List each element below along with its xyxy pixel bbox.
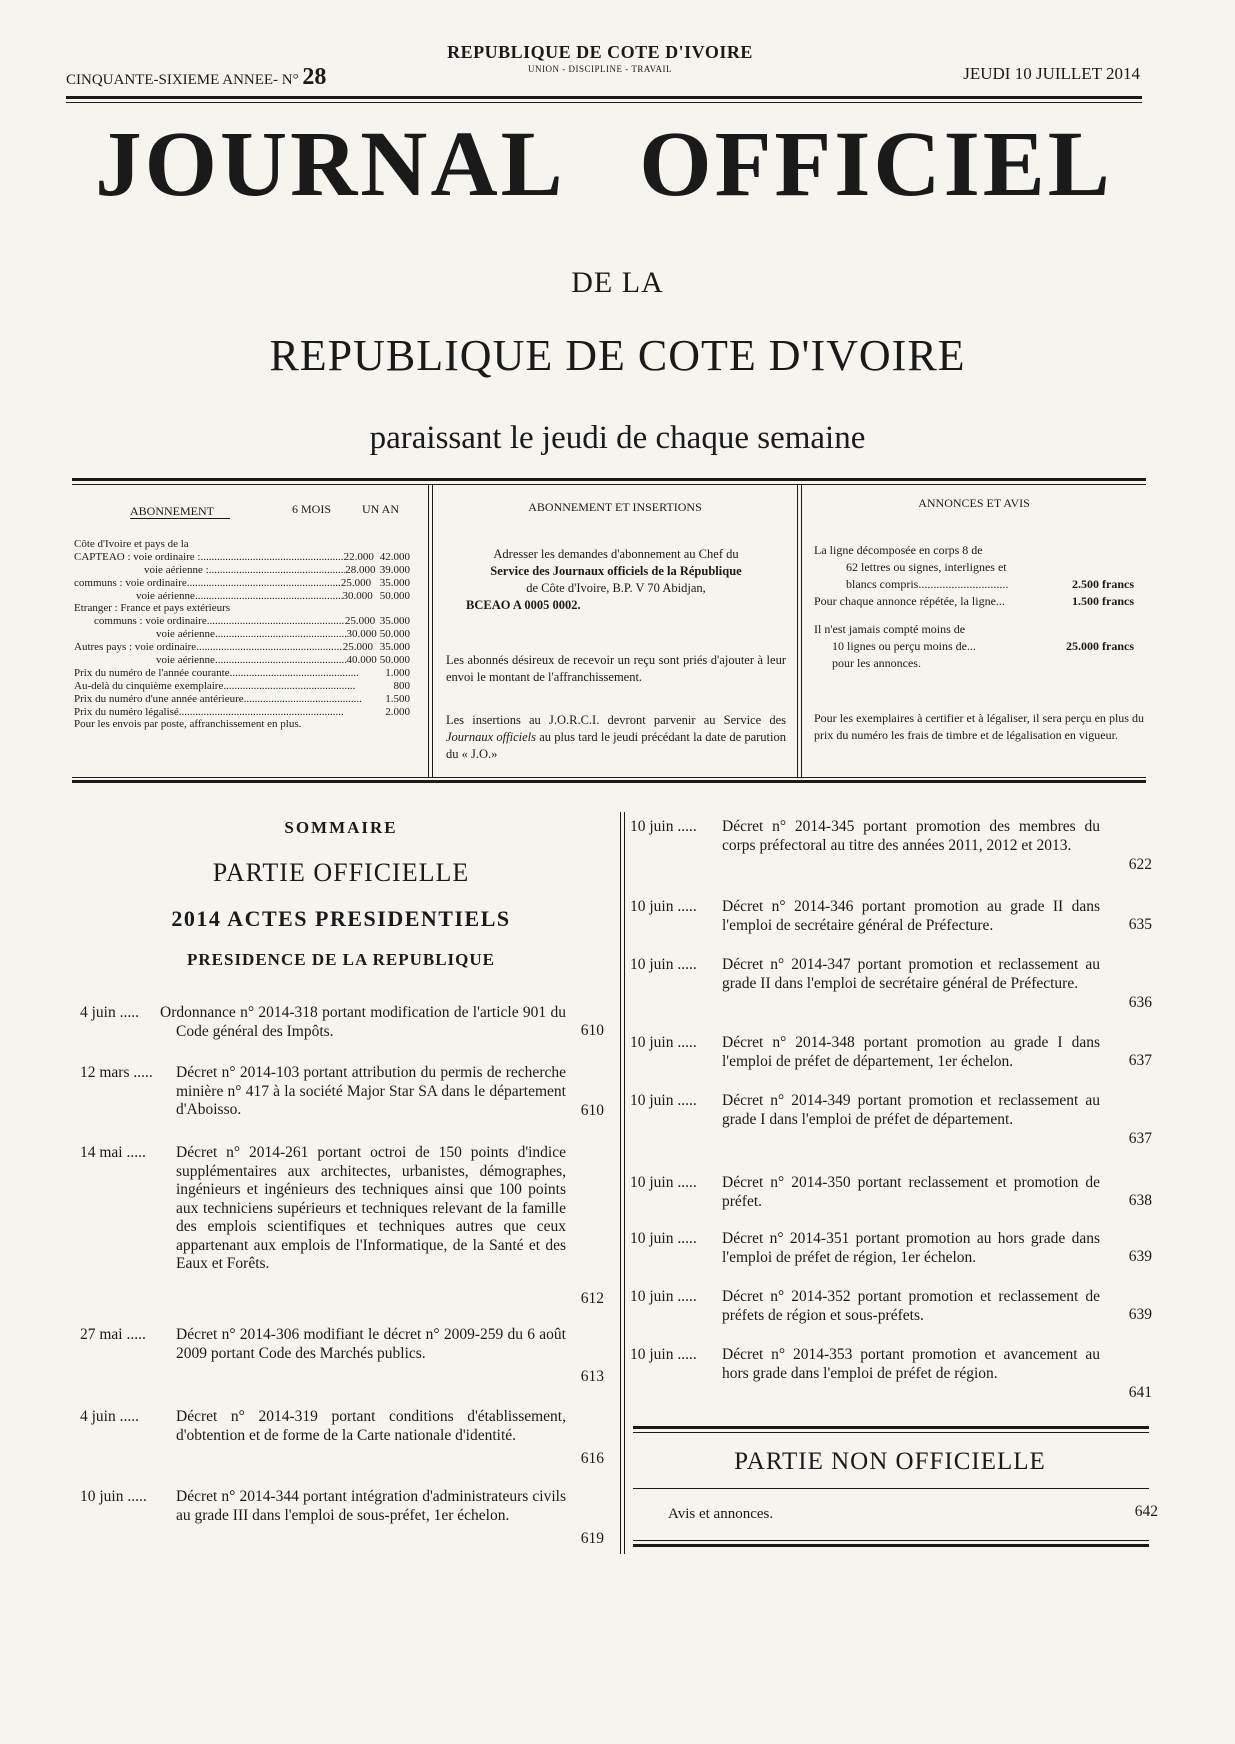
entry-text: Décret n° 2014-349 portant promotion et reclassement au grade I dans l'emploi de préfet de département. [722,1092,1100,1128]
abonnement-title-rule [130,518,230,519]
column-divider-b [624,812,625,1554]
tarif-table [74,538,410,731]
entry-date: 10 juin ..... [630,1092,697,1109]
insertions-delai-a: Les insertions au J.O.R.C.I. devront parvenir au Service des [446,713,786,727]
tarif-row [74,615,410,628]
entry-date: 12 mars ..... [80,1064,153,1081]
tarif-label: voie aérienne : [144,563,209,576]
tarif-row [74,693,410,706]
republic-motto: UNION - DISCIPLINE - TRAVAIL [528,64,672,74]
masthead-de-la: DE LA [571,266,664,299]
issue-date: JEUDI 10 JUILLET 2014 [963,64,1140,83]
tarif-1an-value: 35.000 [379,641,410,654]
entry-date: 27 mai ..... [80,1326,146,1343]
tarif-leader-dots [230,667,358,680]
annonces-line-3-label: blancs compris.............................. [846,577,1009,591]
entry-date: 10 juin ..... [630,956,697,973]
tarif-row [74,641,410,654]
tarif-label: voie aérienne [136,589,195,602]
tarif-6mois-value: 40.000 [346,654,377,667]
insertions-line-3: de Côte d'Ivoire, B.P. V 70 Abidjan, [526,581,706,595]
tarif-row [74,718,410,731]
abonnement-1an: UN AN [362,502,400,516]
entry-page: 639 [1128,1306,1152,1323]
entry-page: 619 [580,1530,604,1547]
entry-date: 4 juin ..... [80,1408,139,1425]
sommaire-title: SOMMAIRE [284,818,398,837]
year-issue [66,64,326,91]
non-officielle-rule-top [633,1426,1149,1429]
entry-page: 638 [1128,1192,1152,1209]
tarif-leader-dots [195,590,343,603]
insertions-delai [446,712,786,763]
tarif-leader-dots [215,628,347,641]
tarif-row [74,654,410,667]
insertions-line-1: Adresser les demandes d'abonnement au Chef du [493,547,739,561]
box-divider-1b [432,485,433,777]
entry-date: 10 juin ..... [80,1488,147,1505]
tarif-label: Au-delà du cinquième exemplaire [74,679,224,692]
tarif-row [74,667,410,680]
entry-text: Décret n° 2014-319 portant conditions d'établissement, d'obtention et de forme de la Carte nationale d'identité. [176,1408,566,1444]
tarif-1an-value: 2.000 [385,705,410,718]
annonces-line-4 [814,593,1134,610]
tarif-row [74,577,410,590]
tarif-6mois-value: 25.000 [340,576,372,589]
annonces-legalisation: Pour les exemplaires à certifier et à légaliser, il sera perçu en plus du prix du numéro les frais de timbre et de légalisation en vigueur. [814,711,1144,742]
entry-text: Décret n° 2014-348 portant promotion au grade I dans l'emploi de préfet de département, 1er échelon. [722,1034,1100,1070]
entry-text: Décret n° 2014-103 portant attribution du permis de recherche minière n° 417 à la société Major Star SA dans le département d'Aboisso. [176,1064,566,1118]
republic-header [380,42,820,74]
box-top-rule [72,478,1146,481]
tarif-1an-value: 35.000 [379,576,410,589]
annonces-line-3 [814,576,1134,593]
tarif-leader-dots [244,693,362,706]
entry-page: 636 [1128,994,1152,1011]
tarif-leader-dots [187,577,341,590]
tarif-row [74,564,410,577]
tarif-1an-value: 35.000 [379,615,410,628]
tarif-row [74,628,410,641]
insertions-delai-b: Journaux officiels [446,730,536,744]
tarif-label: voie aérienne [156,654,215,667]
entry-text: Décret n° 2014-351 portant promotion au hors grade dans l'emploi de préfet de région, 1er échelon. [722,1230,1100,1266]
tarif-label: Etranger : France et pays extérieurs [74,602,231,615]
entry-date: 10 juin ..... [630,818,697,835]
masthead-republic: REPUBLIQUE DE COTE D'IVOIRE [269,331,966,380]
box-divider-1a [428,485,429,777]
entry-page: 635 [1128,916,1152,933]
entry-text: Décret n° 2014-261 portant octroi de 150 points d'indice supplémentaires aux architectes, urbanistes, démographes, ingénieurs et ingénieurs des techniques ainsi que 100 points aux techniciens supérieurs et techniques relevant de la famille des emplois scientifiques et techniques autres que ceux appartenant aux emplois de l'Informatique, de la Santé et des Eaux et Forêts. [176,1144,566,1272]
header-rule-thick [66,96,1142,99]
entry-text: Décret n° 2014-346 portant promotion au grade II dans l'emploi de secrétaire général de Préfecture. [722,898,1100,934]
presidence-title: PRESIDENCE DE LA REPUBLIQUE [186,950,496,969]
annonces-line-2: 62 lettres ou signes, interlignes et [846,560,1007,574]
insertions-line-4: BCEAO A 0005 0002. [466,598,581,612]
annonces-line-4-value: 1.500 francs [1072,594,1134,608]
entry-page: 616 [580,1450,604,1467]
tarif-leader-dots [179,706,343,719]
tarif-6mois-value: 22.000 [343,550,374,563]
tarif-1an-value: 50.000 [379,654,410,667]
box-divider-2b [801,485,802,777]
tarif-leader-dots [196,641,343,654]
masthead-title: JOURNAL OFFICIEL [95,113,1113,216]
abonnement-title: ABONNEMENT [130,504,214,518]
annonces-line-5: Il n'est jamais compté moins de [814,622,966,636]
entry-text: Ordonnance n° 2014-318 portant modification de l'article 901 du Code général des Impôts. [160,1004,566,1040]
actes-presidentiels-title: 2014 ACTES PRESIDENTIELS [171,906,511,931]
tarif-label: Côte d'Ivoire et pays de la [74,538,189,550]
tarif-label: Prix du numéro d'une année antérieure [74,692,244,705]
annonces-line-7: pour les annonces. [832,656,921,670]
non-officielle-rule-end [633,1540,1149,1541]
tarif-1an-value: 50.000 [379,589,410,602]
entry-text: Décret n° 2014-353 portant promotion et avancement au hors grade dans l'emploi de préfet de région. [722,1346,1100,1382]
entry-text: Décret n° 2014-347 portant promotion et reclassement au grade II dans l'emploi de secrétaire général de Préfecture. [722,956,1100,992]
tarif-row [74,538,410,551]
entry-page: 610 [580,1022,604,1039]
tarif-label: CAPTEAO : voie ordinaire : [74,550,201,563]
tarif-1an-value: 42.000 [379,550,410,563]
entry-text: Décret n° 2014-352 portant promotion et reclassement de préfets de région et sous-préfets. [722,1288,1100,1324]
abonnement-6mois: 6 MOIS [292,502,332,516]
tarif-row [74,706,410,719]
column-divider-a [620,812,621,1554]
entry-page: 637 [1128,1052,1152,1069]
insertions-line-2: Service des Journaux officiels de la République [490,564,742,578]
partie-officielle-title: PARTIE OFFICIELLE [212,858,470,887]
republic-name: REPUBLIQUE DE COTE D'IVOIRE [447,42,753,62]
tarif-leader-dots [207,615,345,628]
tarif-leader-dots [215,654,347,667]
tarif-label: voie aérienne [156,628,215,641]
tarif-label: communs : voie ordinaire [74,576,187,589]
entry-date: 14 mai ..... [80,1144,146,1161]
box-bottom-rule-thin [72,777,1146,778]
insertions-title: ABONNEMENT ET INSERTIONS [528,500,702,514]
entry-text: Décret n° 2014-345 portant promotion des membres du corps préfectoral au titre des années 2011, 2012 et 2013. [722,818,1100,854]
tarif-6mois-value: 25.000 [342,641,374,654]
tarif-leader-dots [223,680,356,693]
annonces-tarifs [814,542,1134,672]
year-label: CINQUANTE-SIXIEME ANNEE- N° [66,72,299,88]
entry-page: 612 [580,1290,604,1307]
entry-date: 10 juin ..... [630,1288,697,1305]
entry-page: 641 [1128,1384,1152,1401]
insertions-address [446,546,786,614]
insertions-recu: Les abonnés désireux de recevoir un reçu sont priés d'ajouter à leur envoi le montant de l'affranchissement. [446,653,786,684]
tarif-leader-dots [200,551,343,564]
tarif-6mois-value: 25.000 [344,615,376,628]
entry-date: 10 juin ..... [630,1346,697,1363]
box-bottom-rule [72,780,1146,783]
tarif-row [74,680,410,693]
entry-page: 610 [580,1102,604,1119]
entry-text: Décret n° 2014-350 portant reclassement et promotion de préfet. [722,1174,1100,1210]
partie-non-officielle-title: PARTIE NON OFFICIELLE [734,1448,1046,1475]
entry-page: 639 [1128,1248,1152,1265]
entry-date: 10 juin ..... [630,898,697,915]
tarif-label: Pour les envois par poste, affranchissement en plus. [74,718,302,731]
entry-text: Décret n° 2014-344 portant intégration d'administrateurs civils au grade III dans l'emploi de sous-préfet, 1er échelon. [176,1488,566,1524]
non-officielle-rule-bottom [633,1488,1149,1489]
tarif-6mois-value: 30.000 [346,628,377,641]
avis-annonces-page: 642 [1134,1503,1158,1520]
non-officielle-rule-top-thin [633,1432,1149,1433]
tarif-label: Prix du numéro légalisé [74,705,179,718]
annonces-line-3-value: 2.500 francs [1072,577,1134,591]
tarif-6mois-value: 30.000 [342,589,373,602]
box-divider-2a [797,485,798,777]
issue-number: 28 [302,64,327,90]
tarif-row [74,602,410,615]
entry-page: 622 [1128,856,1152,873]
tarif-label: Prix du numéro de l'année courante [74,666,230,679]
entry-page: 613 [580,1368,604,1385]
tarif-label: Autres pays : voie ordinaire [74,641,197,654]
annonces-title: ANNONCES ET AVIS [918,496,1030,510]
tarif-6mois-value: 28.000 [345,563,376,576]
entry-text: Décret n° 2014-306 modifiant le décret n° 2009-259 du 6 août 2009 portant Code des Marchés publics. [176,1326,566,1362]
annonces-line-4-label: Pour chaque annonce répétée, la ligne... [814,594,1005,608]
annonces-line-1: La ligne décomposée en corps 8 de [814,543,983,557]
tarif-1an-value: 1.500 [385,692,410,705]
box-top-rule-thin [72,484,1146,485]
entry-date: 10 juin ..... [630,1034,697,1051]
tarif-1an-value: 800 [393,679,410,692]
tarif-label: communs : voie ordinaire [94,615,207,628]
non-officielle-rule-end-thick [633,1544,1149,1547]
tarif-leader-dots [209,564,346,577]
tarif-1an-value: 1.000 [385,666,410,679]
entry-date: 10 juin ..... [630,1230,697,1247]
annonces-line-6-value: 25.000 francs [1066,639,1134,653]
insertions-delai-c: au plus tard le jeudi précédant la date de parution du « J.O.» [446,730,786,761]
tarif-row [74,590,410,603]
avis-annonces-label: Avis et annonces. [668,1506,774,1522]
masthead-parution: paraissant le jeudi de chaque semaine [369,420,866,456]
annonces-line-6 [814,638,1134,655]
entry-page: 637 [1128,1130,1152,1147]
annonces-line-6-label: 10 lignes ou perçu moins de... [832,639,976,653]
tarif-1an-value: 50.000 [379,628,410,641]
tarif-1an-value: 39.000 [379,563,410,576]
entry-date: 4 juin ..... [80,1004,139,1021]
entry-date: 10 juin ..... [630,1174,697,1191]
tarif-row [74,551,410,564]
header-rule-thin [66,102,1142,103]
